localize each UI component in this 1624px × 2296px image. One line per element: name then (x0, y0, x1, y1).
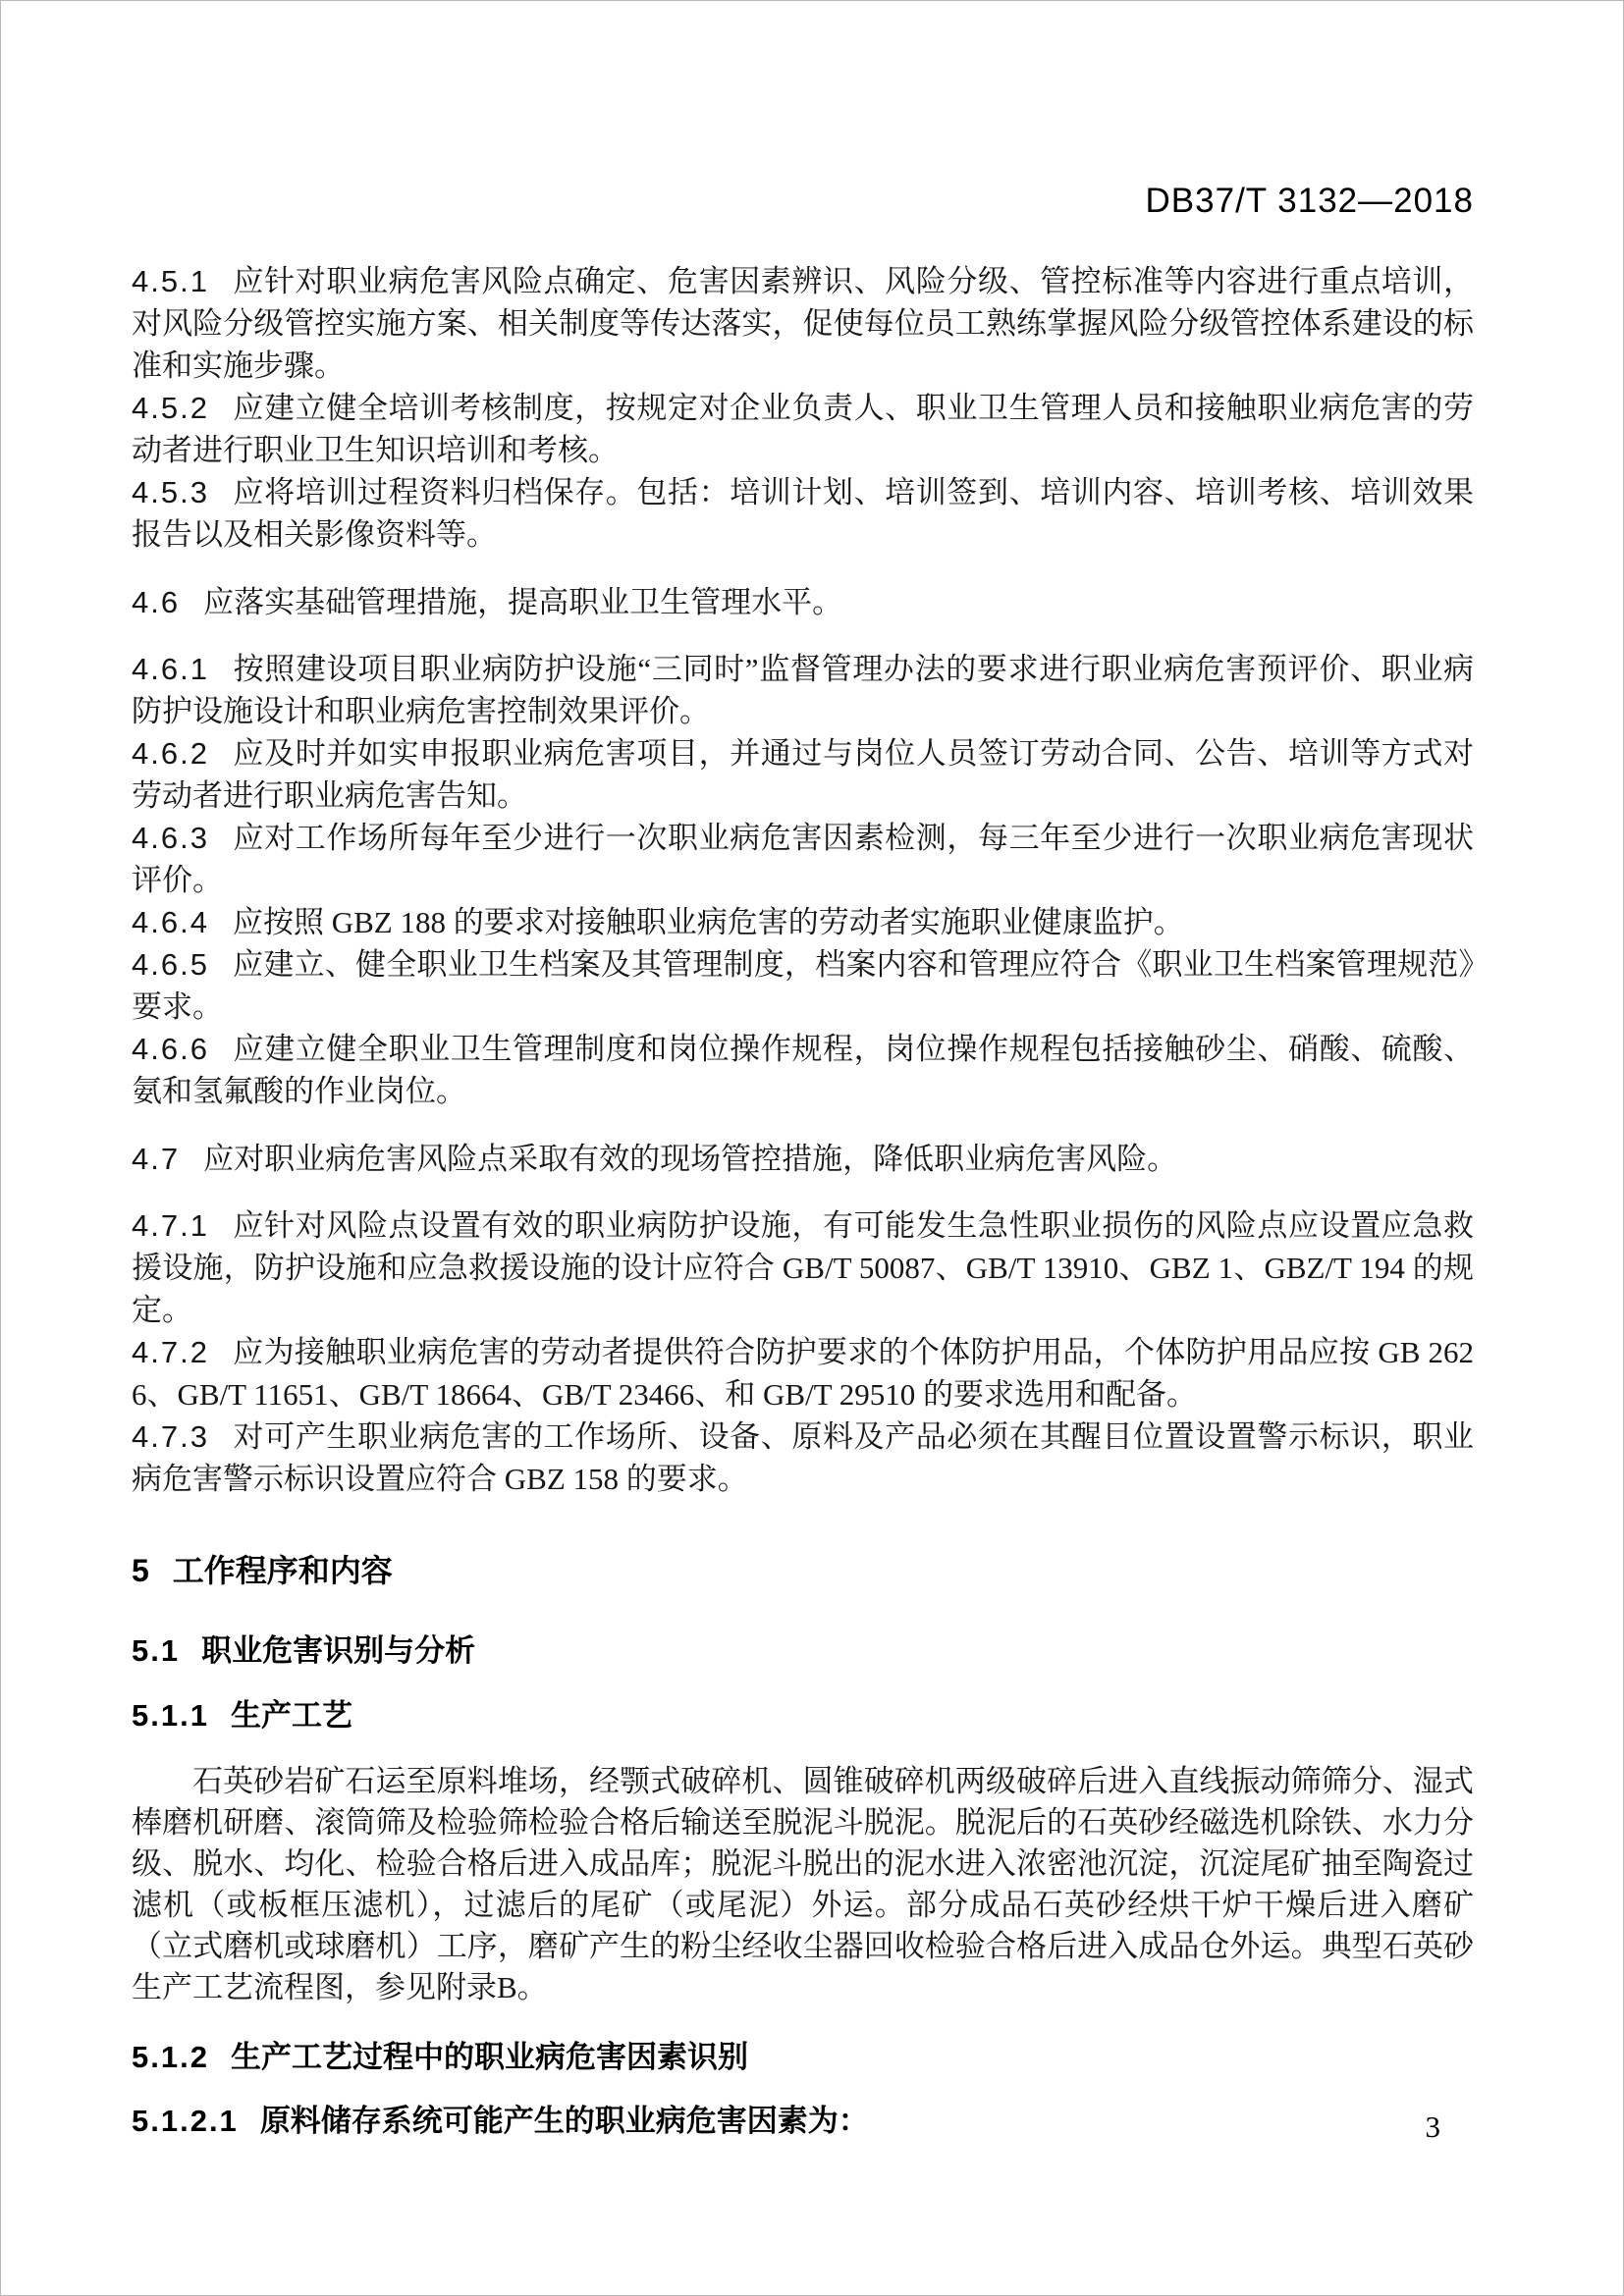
clause-4-6-2 (132, 732, 1474, 817)
clause-4-5-2 (132, 387, 1474, 471)
heading-chapter-5 (132, 1549, 1474, 1592)
clause-number: 4.6 (132, 585, 181, 619)
clause-text: 应针对职业病危害风险点确定、危害因素辨识、风险分级、管控标准等内容进行重点培训，对风险分级管控实施方案、相关制度等传达落实，促使每位员工熟练掌握风险分级管控体系建设的标准和实施步骤。 (132, 264, 1474, 383)
clause-4-7-1 (132, 1204, 1474, 1331)
heading-5-1-2-1 (132, 2100, 1474, 2143)
clause-number: 4.5.2 (132, 391, 209, 425)
clause-text: 应对工作场所每年至少进行一次职业病危害因素检测，每三年至少进行一次职业病危害现状评价。 (132, 821, 1474, 897)
heading-number: 5 (132, 1553, 151, 1588)
clause-number: 4.6.3 (132, 821, 209, 855)
clause-text: 应将培训过程资料归档保存。包括：培训计划、培训签到、培训内容、培训考核、培训效果报告以及相关影像资料等。 (132, 475, 1474, 552)
clause-4-7 (132, 1138, 1474, 1180)
clause-number: 4.7.2 (132, 1335, 209, 1369)
clause-text: 应按照 GBZ 188 的要求对接触职业病危害的劳动者实施职业健康监护。 (232, 905, 1184, 939)
clause-number: 4.7.1 (132, 1208, 209, 1243)
clause-number: 4.6.1 (132, 652, 209, 686)
heading-title: 原料储存系统可能产生的职业病危害因素为： (259, 2104, 869, 2138)
heading-5-1 (132, 1629, 1474, 1673)
clause-4-7-2 (132, 1331, 1474, 1415)
heading-title: 生产工艺 (230, 1698, 352, 1733)
clause-number: 4.7.3 (132, 1419, 209, 1454)
clause-number: 4.7 (132, 1142, 181, 1176)
clause-4-6-4 (132, 901, 1474, 943)
paragraph-production-process: 石英砂岩矿石运至原料堆场，经颚式破碎机、圆锥破碎机两级破碎后进入直线振动筛筛分、湿式棒磨机研磨、滚筒筛及检验筛检验合格后输送至脱泥斗脱泥。脱泥后的石英砂经磁选机除铁、水力分级、脱水、均化、检验合格后进入成品库；脱泥斗脱出的泥水进入浓密池沉淀，沉淀尾矿抽至陶瓷过滤机（或板框压滤机），过滤后的尾矿（或尾泥）外运。部分成品石英砂经烘干炉干燥后进入磨矿（立式磨机或球磨机）工序，磨矿产生的粉尘经收尘器回收检验合格后进入成品仓外运。典型石英砂生产工艺流程图，参见附录B。 (132, 1764, 1474, 2004)
clause-text: 按照建设项目职业病防护设施“三同时”监督管理办法的要求进行职业病危害预评价、职业病防护设施设计和职业病危害控制效果评价。 (132, 652, 1474, 728)
heading-title: 生产工艺过程中的职业病危害因素识别 (230, 2040, 748, 2074)
clause-number: 4.5.3 (132, 475, 209, 509)
heading-title: 职业危害识别与分析 (201, 1633, 476, 1668)
clause-4-5-1 (132, 260, 1474, 387)
clause-text: 应针对风险点设置有效的职业病防护设施，有可能发生急性职业损伤的风险点应设置应急救援设施，防护设施和应急救援设施的设计应符合 GB/T 50087、GB/T 13910、GBZ 1、GBZ/T 194 的规定。 (132, 1208, 1474, 1327)
clause-4-5-3 (132, 471, 1474, 556)
clause-number: 4.6.5 (132, 947, 209, 982)
clause-number: 4.5.1 (132, 264, 209, 298)
heading-5-1-1 (132, 1694, 1474, 1737)
document-body (1, 221, 1623, 2143)
clause-4-7-3 (132, 1415, 1474, 1500)
clause-text: 应落实基础管理措施，提高职业卫生管理水平。 (203, 585, 843, 619)
heading-number: 5.1 (132, 1633, 181, 1668)
clause-text: 应建立健全职业卫生管理制度和岗位操作规程，岗位操作规程包括接触砂尘、硝酸、硫酸、氨和氢氟酸的作业岗位。 (132, 1032, 1474, 1108)
document-header (1, 1, 1623, 221)
heading-title: 工作程序和内容 (172, 1553, 393, 1588)
clause-number: 4.6.2 (132, 736, 209, 771)
clause-4-6-1 (132, 648, 1474, 732)
heading-number: 5.1.2 (132, 2040, 209, 2074)
heading-number: 5.1.2.1 (132, 2104, 239, 2138)
clause-4-6 (132, 581, 1474, 623)
clause-4-6-6 (132, 1028, 1474, 1112)
heading-number: 5.1.1 (132, 1698, 209, 1733)
clause-text: 对可产生职业病危害的工作场所、设备、原料及产品必须在其醒目位置设置警示标识，职业病危害警示标识设置应符合 GBZ 158 的要求。 (132, 1419, 1474, 1496)
clause-text: 应及时并如实申报职业病危害项目，并通过与岗位人员签订劳动合同、公告、培训等方式对劳动者进行职业病危害告知。 (132, 736, 1474, 813)
page-number: 3 (1425, 2109, 1440, 2144)
clause-4-6-3 (132, 817, 1474, 901)
clause-number: 4.6.4 (132, 905, 209, 939)
clause-text: 应建立健全培训考核制度，按规定对企业负责人、职业卫生管理人员和接触职业病危害的劳动者进行职业卫生知识培训和考核。 (132, 391, 1474, 467)
clause-4-6-5 (132, 943, 1474, 1028)
heading-5-1-2 (132, 2036, 1474, 2079)
clause-number: 4.6.6 (132, 1032, 209, 1066)
standard-number: DB37/T 3132—2018 (1145, 182, 1474, 220)
clause-text: 应对职业病危害风险点采取有效的现场管控措施，降低职业病危害风险。 (203, 1142, 1178, 1176)
clause-text: 应建立、健全职业卫生档案及其管理制度，档案内容和管理应符合《职业卫生档案管理规范》要求。 (132, 947, 1474, 1024)
clause-text: 应为接触职业病危害的劳动者提供符合防护要求的个体防护用品，个体防护用品应按 GB 2626、GB/T 11651、GB/T 18664、GB/T 23466、和 GB/T 29510 的要求选用和配备。 (132, 1335, 1474, 1412)
